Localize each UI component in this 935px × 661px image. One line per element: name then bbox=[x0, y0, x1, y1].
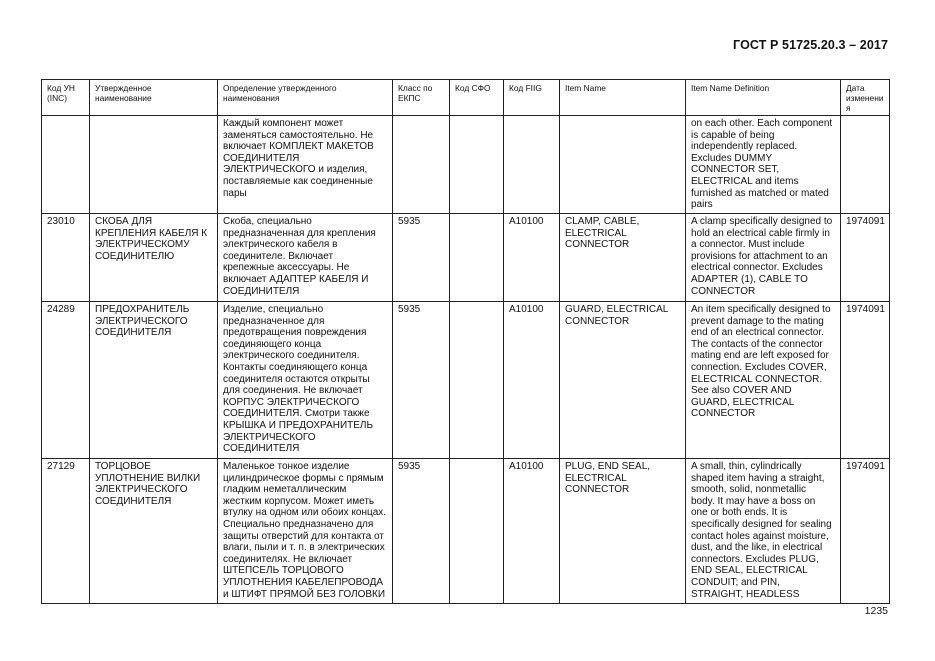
col-header-class: Класс по ЕКПС bbox=[393, 80, 450, 116]
cell-sfo bbox=[450, 214, 504, 302]
cell-class bbox=[393, 116, 450, 214]
cell-item-name: PLUG, END SEAL, ELECTRICAL CONNECTOR bbox=[560, 459, 686, 604]
cell-approved-name: СКОБА ДЛЯ КРЕПЛЕНИЯ КАБЕЛЯ К ЭЛЕКТРИЧЕСКОМУ СОЕДИНИТЕЛЮ bbox=[90, 214, 218, 302]
cell-change-date: 1974091 bbox=[841, 302, 890, 459]
col-header-approved-name: Утвержденное наименование bbox=[90, 80, 218, 116]
cell-approved-name: ПРЕДОХРАНИТЕЛЬ ЭЛЕКТРИЧЕСКОГО СОЕДИНИТЕЛЯ bbox=[90, 302, 218, 459]
cell-class: 5935 bbox=[393, 459, 450, 604]
cell-approved-definition: Маленькое тонкое изделие цилиндрическое формы с прямым гладким неметаллическим жестким корпусом. Может иметь втулку на одном или обоих концах. Специально предназначено для защиты отверстий для контакта от влаги, пыли и т. п. в электрических соединителях. Не включает ШТЕПСЕЛЬ ТОРЦОВОГО УПЛОТНЕНИЯ КАБЕЛЕПРОВОДА и ШТИФТ ПРЯМОЙ БЕЗ ГОЛОВКИ bbox=[218, 459, 393, 604]
col-header-fiig: Код FIIG bbox=[504, 80, 560, 116]
cell-item-name: CLAMP, CABLE, ELECTRICAL CONNECTOR bbox=[560, 214, 686, 302]
table-header-row bbox=[42, 80, 890, 116]
table-row bbox=[42, 214, 890, 302]
cell-class: 5935 bbox=[393, 302, 450, 459]
cell-fiig: A10100 bbox=[504, 214, 560, 302]
cell-approved-definition: Каждый компонент может заменяться самостоятельно. Не включает КОМПЛЕКТ МАКЕТОВ СОЕДИНИТЕЛЯ ЭЛЕКТРИЧЕСКОГО и изделия, поставляемые как соединенные пары bbox=[218, 116, 393, 214]
cell-item-name: GUARD, ELECTRICAL CONNECTOR bbox=[560, 302, 686, 459]
cell-item-name bbox=[560, 116, 686, 214]
cell-inc: 27129 bbox=[42, 459, 90, 604]
cell-item-definition: An item specifically designed to prevent damage to the mating end of an electrical connector. The contacts of the connector mating end are left exposed for connection. Excludes COVER, ELECTRICAL CONNECTOR. See also COVER AND GUARD, ELECTRICAL CONNECTOR bbox=[686, 302, 841, 459]
cell-fiig: A10100 bbox=[504, 302, 560, 459]
col-header-item-name: Item Name bbox=[560, 80, 686, 116]
table-row bbox=[42, 459, 890, 604]
cell-sfo bbox=[450, 302, 504, 459]
cell-approved-name bbox=[90, 116, 218, 214]
col-header-item-definition: Item Name Definition bbox=[686, 80, 841, 116]
cell-sfo bbox=[450, 116, 504, 214]
table-row bbox=[42, 302, 890, 459]
cell-inc: 23010 bbox=[42, 214, 90, 302]
col-header-inc: Код УН (INC) bbox=[42, 80, 90, 116]
cell-fiig: A10100 bbox=[504, 459, 560, 604]
cell-item-definition: A small, thin, cylindrically shaped item having a straight, smooth, solid, nonmetallic body. It may have a boss on one or both ends. It is specifically designed for sealing contact holes against moisture, dust, and the like, in electrical connectors. Excludes PLUG, END SEAL, ELECTRICAL CONDUIT; and PIN, STRAIGHT, HEADLESS bbox=[686, 459, 841, 604]
document-code: ГОСТ Р 51725.20.3 – 2017 bbox=[733, 38, 888, 52]
cell-change-date: 1974091 bbox=[841, 214, 890, 302]
cell-inc: 24289 bbox=[42, 302, 90, 459]
cell-item-definition: on each other. Each component is capable of being independently replaced. Excludes DUMMY CONNECTOR SET, ELECTRICAL and items furnished as matched or mated pairs bbox=[686, 116, 841, 214]
cell-approved-definition: Изделие, специально предназначенное для предотвращения повреждения соединяющего конца электрического соединителя. Контакты соединяющего конца соединителя остаются открыты для соединения. Не включает КОРПУС ЭЛЕКТРИЧЕСКОГО СОЕДИНИТЕЛЯ. Смотри также КРЫШКА И ПРЕДОХРАНИТЕЛЬ ЭЛЕКТРИЧЕСКОГО СОЕДИНИТЕЛЯ bbox=[218, 302, 393, 459]
cell-inc bbox=[42, 116, 90, 214]
cell-approved-name: ТОРЦОВОЕ УПЛОТНЕНИЕ ВИЛКИ ЭЛЕКТРИЧЕСКОГО СОЕДИНИТЕЛЯ bbox=[90, 459, 218, 604]
col-header-sfo: Код СФО bbox=[450, 80, 504, 116]
cell-item-definition: A clamp specifically designed to hold an electrical cable firmly in a connector. Must include provisions for attachment to an electrical connector. Excludes ADAPTER (1), CABLE TO CONNECTOR bbox=[686, 214, 841, 302]
cell-change-date bbox=[841, 116, 890, 214]
table-row bbox=[42, 116, 890, 214]
col-header-approved-definition: Определение утвержденного наименования bbox=[218, 80, 393, 116]
cell-change-date: 1974091 bbox=[841, 459, 890, 604]
cell-class: 5935 bbox=[393, 214, 450, 302]
page-number: 1235 bbox=[864, 605, 888, 617]
nomenclature-table bbox=[41, 79, 890, 604]
cell-approved-definition: Скоба, специально предназначенная для крепления электрического кабеля в соединителе. Включает крепежные аксессуары. Не включает АДАПТЕР КАБЕЛЯ И СОЕДИНИТЕЛЯ bbox=[218, 214, 393, 302]
cell-fiig bbox=[504, 116, 560, 214]
cell-sfo bbox=[450, 459, 504, 604]
col-header-change-date: Дата изменения bbox=[841, 80, 890, 116]
